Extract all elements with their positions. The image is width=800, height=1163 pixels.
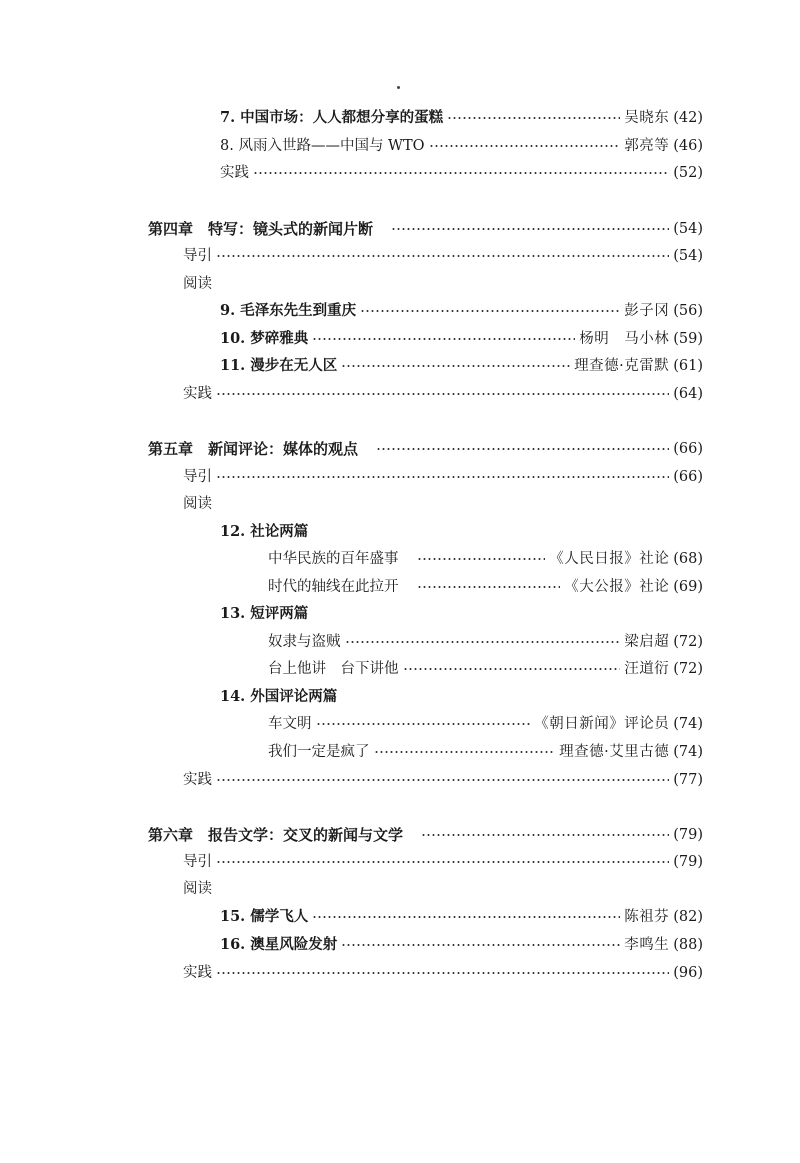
toc-subentry[interactable]	[268, 740, 703, 764]
dot-leader	[316, 723, 531, 725]
dot-leader	[429, 145, 621, 147]
entry-page-number: (46)	[673, 138, 703, 154]
chapter-page-number: (54)	[673, 221, 703, 237]
chapter-page-number: (66)	[673, 441, 703, 457]
dot-leader	[216, 393, 669, 395]
toc-entry-practice[interactable]	[183, 961, 703, 985]
dot-leader	[253, 172, 669, 174]
section-label-reading: 阅读	[183, 496, 212, 512]
dot-leader	[417, 558, 546, 560]
entry-page-number: (64)	[673, 386, 703, 402]
section-label-reading: 阅读	[183, 276, 212, 292]
entry-author: 理查德·克雷默	[574, 358, 670, 374]
section-label-reading: 阅读	[183, 881, 212, 897]
entry-author: 《朝日新闻》评论员	[534, 716, 670, 732]
toc-group-12[interactable]: 12. 社论两篇	[220, 523, 309, 540]
entry-author: 汪道衍	[624, 661, 670, 677]
dot-leader	[360, 310, 620, 312]
entry-title: 时代的轴线在此拉开	[268, 579, 399, 595]
entry-title: 实践	[183, 386, 212, 402]
entry-title: 7. 中国市场：人人都想分享的蛋糕	[220, 109, 444, 126]
entry-title: 实践	[183, 965, 212, 981]
entry-title: 奴隶与盗贼	[268, 634, 341, 650]
entry-title: 车文明	[268, 716, 312, 732]
toc-subentry[interactable]	[268, 575, 703, 599]
toc-entry-16[interactable]	[220, 933, 703, 957]
toc-entry-15[interactable]	[220, 905, 703, 929]
toc-group-14[interactable]: 14. 外国评论两篇	[220, 688, 338, 705]
entry-page-number: (74)	[673, 744, 703, 760]
entry-page-number: (69)	[673, 579, 703, 595]
entry-author: 郭亮等	[624, 138, 670, 154]
entry-author: 吴晓东	[624, 110, 670, 126]
entry-title: 15. 儒学飞人	[220, 908, 309, 925]
entry-page-number: (96)	[673, 965, 703, 981]
dot-leader	[403, 668, 621, 670]
entry-page-number: (79)	[673, 854, 703, 870]
entry-page-number: (61)	[673, 358, 703, 374]
toc-subentry[interactable]	[268, 630, 703, 654]
entry-page-number: (68)	[673, 551, 703, 567]
entry-author: 梁启超	[624, 634, 670, 650]
entry-author: 李鸣生	[624, 937, 670, 953]
page-mark	[397, 86, 400, 89]
toc-entry-practice[interactable]	[220, 161, 703, 185]
entry-title: 11. 漫步在无人区	[220, 357, 338, 374]
dot-leader	[312, 916, 620, 918]
toc-entry-10[interactable]	[220, 327, 703, 351]
dot-leader	[216, 779, 669, 781]
dot-leader	[216, 255, 669, 257]
toc-entry-guide[interactable]	[183, 244, 703, 268]
entry-page-number: (66)	[673, 469, 703, 485]
entry-title: 导引	[183, 854, 212, 870]
toc-entry-practice[interactable]	[183, 382, 703, 406]
entry-title: 10. 梦碎雅典	[220, 330, 309, 347]
entry-author: 彭子冈	[624, 303, 670, 319]
entry-title: 中华民族的百年盛事	[268, 551, 399, 567]
entry-title: 16. 澳星风险发射	[220, 936, 338, 953]
toc-entry-practice[interactable]	[183, 768, 703, 792]
entry-author: 理查德·艾里古德	[559, 744, 670, 760]
entry-page-number: (59)	[673, 331, 703, 347]
toc-entry-11[interactable]	[220, 354, 703, 378]
entry-page-number: (82)	[673, 909, 703, 925]
chapter-title: 第四章 特写：镜头式的新闻片断	[148, 220, 374, 238]
entry-page-number: (72)	[673, 634, 703, 650]
entry-title: 我们一定是疯了	[268, 744, 370, 760]
dot-leader	[341, 944, 620, 946]
dot-leader	[216, 861, 669, 863]
dot-leader	[421, 834, 669, 836]
dot-leader	[447, 117, 620, 119]
entry-title: 导引	[183, 469, 212, 485]
dot-leader	[376, 448, 669, 450]
dot-leader	[391, 228, 669, 230]
dot-leader	[216, 972, 669, 974]
chapter-title: 第五章 新闻评论：媒体的观点	[148, 440, 359, 458]
entry-title: 台上他讲 台下讲他	[268, 661, 399, 677]
entry-title: 8. 风雨入世路——中国与 WTO	[220, 138, 425, 154]
entry-page-number: (56)	[673, 303, 703, 319]
dot-leader	[345, 641, 621, 643]
entry-author: 《人民日报》社论	[549, 551, 670, 567]
entry-page-number: (88)	[673, 937, 703, 953]
toc-chapter-5[interactable]	[148, 437, 703, 461]
toc-entry-7[interactable]	[220, 106, 703, 130]
entry-page-number: (54)	[673, 248, 703, 264]
entry-page-number: (72)	[673, 661, 703, 677]
toc-subentry[interactable]	[268, 712, 703, 736]
chapter-title: 第六章 报告文学：交叉的新闻与文学	[148, 826, 404, 844]
entry-author: 《大公报》社论	[564, 579, 670, 595]
entry-title: 实践	[220, 165, 249, 181]
entry-author: 陈祖芬	[624, 909, 670, 925]
toc-entry-9[interactable]	[220, 299, 703, 323]
toc-subentry[interactable]	[268, 547, 703, 571]
entry-title: 导引	[183, 248, 212, 264]
toc-group-13[interactable]: 13. 短评两篇	[220, 605, 309, 622]
toc-subentry[interactable]	[268, 657, 703, 681]
entry-title: 9. 毛泽东先生到重庆	[220, 302, 357, 319]
entry-page-number: (77)	[673, 772, 703, 788]
dot-leader	[216, 476, 669, 478]
chapter-page-number: (79)	[673, 827, 703, 843]
entry-page-number: (74)	[673, 716, 703, 732]
entry-page-number: (42)	[673, 110, 703, 126]
dot-leader	[374, 751, 556, 753]
dot-leader	[312, 338, 575, 340]
entry-title: 实践	[183, 772, 212, 788]
dot-leader	[341, 365, 570, 367]
dot-leader	[417, 586, 561, 588]
toc-entry-8[interactable]	[220, 134, 703, 158]
toc-entry-guide[interactable]	[183, 465, 703, 489]
entry-author: 杨明 马小林	[579, 331, 670, 347]
toc-entry-guide[interactable]	[183, 850, 703, 874]
entry-page-number: (52)	[673, 165, 703, 181]
toc-chapter-4[interactable]	[148, 217, 703, 241]
toc-chapter-6[interactable]	[148, 823, 703, 847]
